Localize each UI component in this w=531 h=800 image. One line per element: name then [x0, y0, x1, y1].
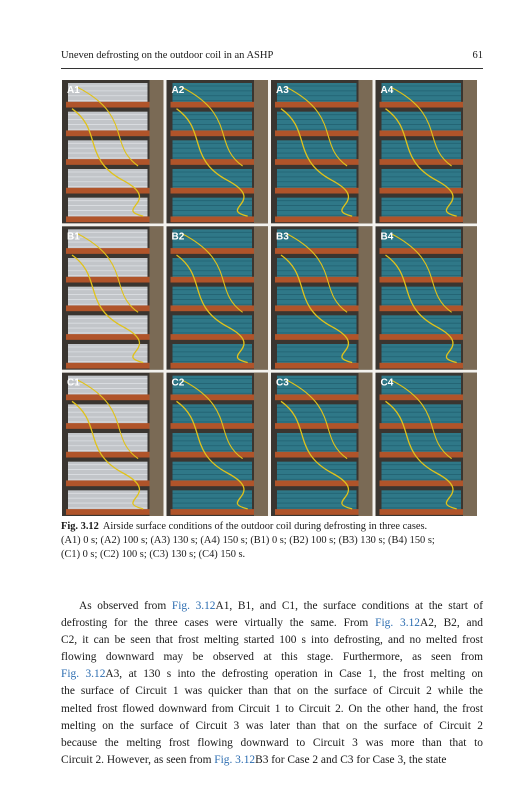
coil-photo-a3 — [271, 80, 373, 223]
panel-label: C1 — [67, 377, 80, 389]
body-paragraph — [61, 598, 483, 769]
circuit-separator-band — [171, 216, 255, 222]
header-rule — [61, 68, 483, 69]
circuit-separator-band — [275, 216, 359, 222]
body-text-run: the surface of Circuit 1 was quicker than that on the surface of Circuit 2 while the — [61, 685, 483, 698]
circuit-separator-band — [66, 394, 150, 400]
circuit-separator-band — [66, 130, 150, 136]
body-line — [61, 615, 483, 632]
coil-header-pipes — [254, 226, 268, 369]
circuit-separator-band — [66, 452, 150, 458]
coil-header-pipes — [463, 226, 477, 369]
circuit-separator-band — [275, 509, 359, 515]
body-line — [61, 683, 483, 700]
coil-header-pipes — [254, 80, 268, 223]
body-line — [61, 735, 483, 752]
panel-label: B4 — [380, 231, 394, 243]
coil-photo-c2 — [167, 373, 269, 516]
photo-grid — [62, 80, 477, 516]
circuit-separator-band — [275, 452, 359, 458]
circuit-separator-band — [171, 248, 255, 254]
body-text-run: flowing downward may be observed at this stage. Furthermore, as seen from — [61, 651, 483, 664]
caption-line-3: (C1) 0 s; (C2) 100 s; (C3) 130 s; (C4) 150 s. — [61, 549, 246, 561]
circuit-separator-band — [66, 423, 150, 429]
circuit-separator-band — [380, 159, 464, 165]
circuit-separator-band — [380, 277, 464, 283]
panel-label: A2 — [171, 85, 185, 96]
body-text-run: C2, it can be seen that frost melting started 100 s into defrosting, and no melted frost — [61, 634, 483, 647]
panel-label: C4 — [380, 377, 394, 389]
circuit-separator-band — [66, 102, 150, 108]
coil-photo-c4 — [376, 373, 478, 516]
circuit-separator-band — [380, 452, 464, 458]
body-text-run: A3, at 130 s into the defrosting operation in Case 1, the frost melting on — [105, 668, 483, 681]
coil-header-pipes — [254, 373, 268, 516]
panel-label: B3 — [276, 231, 289, 243]
circuit-separator-band — [275, 130, 359, 136]
circuit-separator-band — [66, 363, 150, 369]
body-text-run: defrosting for the three cases were virtually the same. From — [61, 617, 376, 630]
body-text-run: because the melting frost flowing downward to Circuit 3 was more than that to — [61, 736, 483, 749]
coil-header-pipes — [359, 373, 373, 516]
circuit-separator-band — [171, 159, 255, 165]
body-text-run: A2, B2, and — [419, 617, 484, 630]
figure-reference-link[interactable]: Fig. 3.12 — [171, 600, 216, 612]
body-line — [61, 666, 483, 683]
circuit-separator-band — [66, 305, 150, 311]
coil-photo-b1 — [62, 226, 164, 369]
circuit-separator-band — [380, 394, 464, 400]
circuit-separator-band — [380, 102, 464, 108]
circuit-separator-band — [275, 394, 359, 400]
body-line — [61, 649, 483, 666]
circuit-separator-band — [275, 102, 359, 108]
circuit-separator-band — [275, 159, 359, 165]
coil-header-pipes — [359, 80, 373, 223]
circuit-separator-band — [171, 363, 255, 369]
coil-photo-c1 — [62, 373, 164, 516]
circuit-separator-band — [66, 509, 150, 515]
coil-photo-b2 — [167, 226, 269, 369]
running-head-title: Uneven defrosting on the outdoor coil in an ASHP — [61, 50, 274, 61]
figure-caption — [61, 520, 483, 563]
caption-label: Fig. 3.12 — [61, 521, 99, 532]
figure-reference-link[interactable]: Fig. 3.12 — [61, 668, 106, 681]
coil-header-pipes — [463, 373, 477, 516]
circuit-separator-band — [275, 363, 359, 369]
circuit-separator-band — [380, 509, 464, 515]
circuit-separator-band — [380, 363, 464, 369]
circuit-separator-band — [66, 216, 150, 222]
figure-reference-link[interactable]: Fig. 3.12 — [214, 753, 256, 766]
circuit-separator-band — [171, 452, 255, 458]
caption-line-2: (A1) 0 s; (A2) 100 s; (A3) 130 s; (A4) 150 s; (B1) 0 s; (B2) 100 s; (B3) 130 s; (B4) 150 s; — [61, 535, 435, 547]
panel-label: B2 — [171, 231, 185, 243]
circuit-separator-band — [275, 248, 359, 254]
coil-photo-a4 — [376, 80, 478, 223]
coil-header-pipes — [359, 226, 373, 369]
circuit-separator-band — [380, 130, 464, 136]
coil-header-pipes — [463, 80, 477, 223]
circuit-separator-band — [171, 394, 255, 400]
running-head — [61, 50, 483, 64]
panel-label: A1 — [67, 85, 80, 96]
circuit-separator-band — [66, 277, 150, 283]
coil-header-pipes — [150, 226, 164, 369]
body-text-run: A1, B1, and C1, the surface conditions at the start of — [215, 600, 484, 612]
circuit-separator-band — [380, 216, 464, 222]
panel-label: A4 — [380, 85, 394, 96]
circuit-separator-band — [380, 423, 464, 429]
panel-label: C2 — [171, 377, 185, 389]
circuit-separator-band — [380, 248, 464, 254]
coil-photo-a2 — [167, 80, 269, 223]
body-line — [61, 701, 483, 718]
coil-photo-c3 — [271, 373, 373, 516]
circuit-separator-band — [275, 305, 359, 311]
circuit-separator-band — [66, 159, 150, 165]
figure-3-12 — [62, 80, 477, 516]
body-text-run: Circuit 2. However, as seen from — [61, 753, 215, 766]
body-text-run: melted frost flowed downward from Circuit 1 to Circuit 2. On the other hand, the frost — [61, 702, 483, 715]
circuit-separator-band — [171, 130, 255, 136]
coil-photo-b4 — [376, 226, 478, 369]
coil-header-pipes — [150, 373, 164, 516]
body-line — [61, 632, 483, 649]
body-text-run: B3 for Case 2 and C3 for Case 3, the state — [255, 753, 447, 766]
body-line — [61, 752, 483, 769]
circuit-separator-band — [275, 423, 359, 429]
coil-header-pipes — [150, 80, 164, 223]
panel-label: B1 — [67, 231, 80, 243]
caption-text-1: Airside surface conditions of the outdoor coil during defrosting in three cases. — [102, 521, 428, 532]
circuit-separator-band — [171, 305, 255, 311]
circuit-separator-band — [171, 102, 255, 108]
circuit-separator-band — [275, 277, 359, 283]
caption-line-1 — [61, 520, 483, 534]
circuit-separator-band — [380, 305, 464, 311]
page-number: 61 — [472, 50, 483, 61]
panel-label: A3 — [276, 85, 289, 96]
body-line — [61, 598, 483, 615]
coil-photo-a1 — [62, 80, 164, 223]
body-text-run: melting on the surface of Circuit 3 was later than that on the surface of Circuit 2 — [61, 719, 483, 732]
body-text-run: As observed from — [79, 600, 172, 612]
panel-label: C3 — [276, 377, 289, 389]
circuit-separator-band — [66, 248, 150, 254]
circuit-separator-band — [171, 423, 255, 429]
circuit-separator-band — [171, 509, 255, 515]
figure-reference-link[interactable]: Fig. 3.12 — [375, 617, 420, 630]
circuit-separator-band — [171, 277, 255, 283]
coil-photo-b3 — [271, 226, 373, 369]
body-line — [61, 718, 483, 735]
